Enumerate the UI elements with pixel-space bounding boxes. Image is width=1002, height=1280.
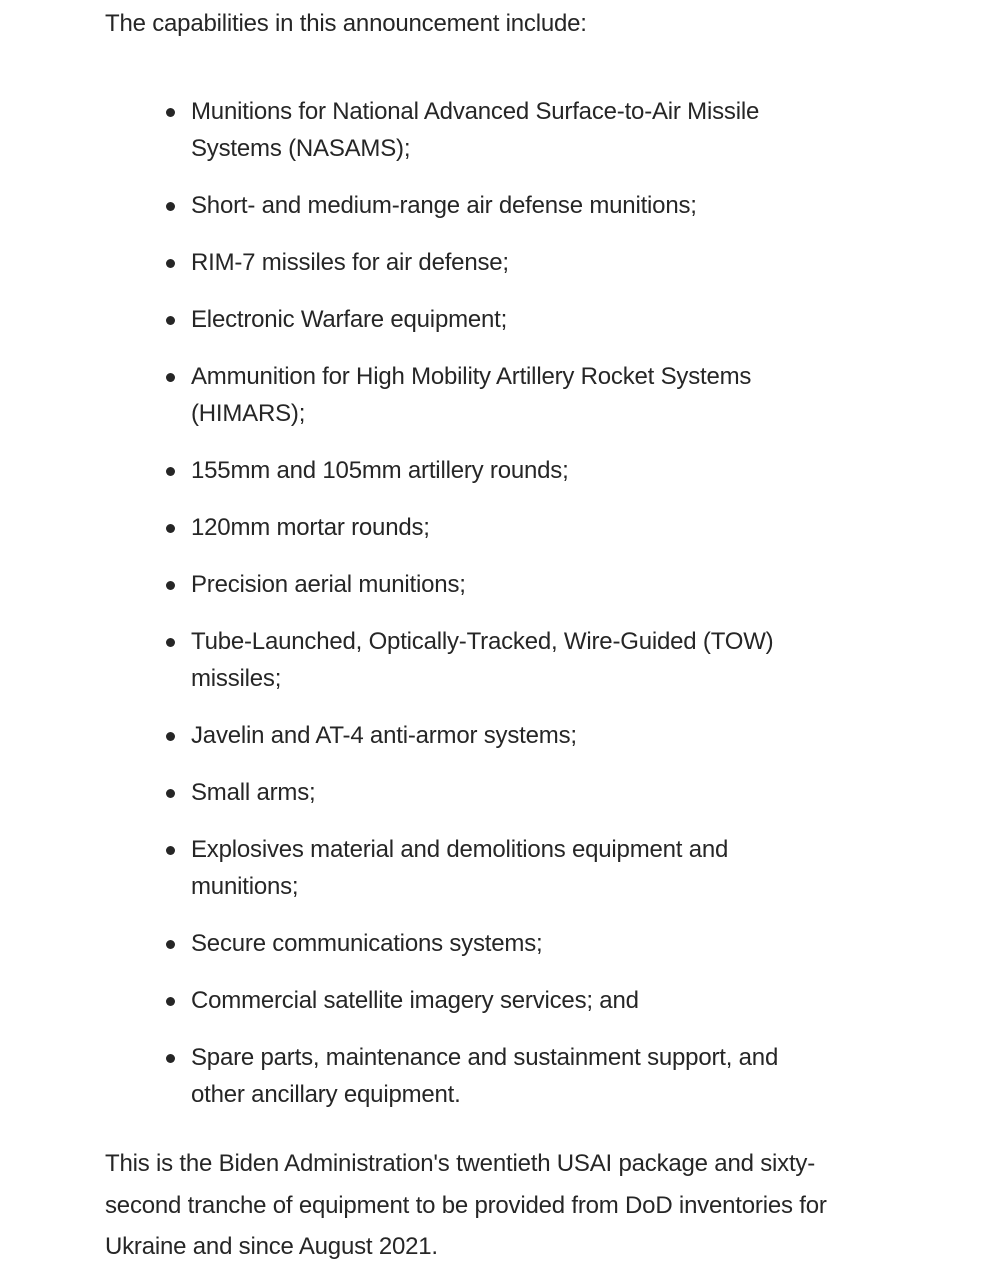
bullet-icon [166,373,175,382]
bullet-icon [166,467,175,476]
list-item [105,717,791,754]
bullet-icon [166,202,175,211]
list-item [105,93,791,167]
list-item-text: Commercial satellite imagery services; and [191,987,639,1014]
bullet-icon [166,108,175,117]
list-item-text: 120mm mortar rounds; [191,514,430,541]
closing-paragraph: This is the Biden Administration's twentieth USAI package and sixty-second tranche of equipment to be provided from DoD inventories for Ukraine and since August 2021. [105,1150,827,1260]
bullet-icon [166,581,175,590]
bullet-icon [166,732,175,741]
list-item-text: Munitions for National Advanced Surface-to-Air Missile Systems (NASAMS); [191,98,760,162]
list-item [105,244,791,281]
bullet-icon [166,1054,175,1063]
list-item [105,925,791,962]
bullet-icon [166,997,175,1006]
list-item [105,1039,791,1113]
list-item-text: Spare parts, maintenance and sustainment support, and other ancillary equipment. [191,1044,779,1108]
capabilities-list [105,93,865,1133]
list-item-text: Tube-Launched, Optically-Tracked, Wire-Guided (TOW) missiles; [191,628,774,692]
list-item-text: Explosives material and demolitions equipment and munitions; [191,836,729,900]
list-item [105,982,791,1019]
list-item-text: Short- and medium-range air defense munitions; [191,192,697,219]
list-item [105,774,791,811]
list-item-text: Small arms; [191,779,316,806]
list-item [105,831,791,905]
list-item-text: Ammunition for High Mobility Artillery Rocket Systems (HIMARS); [191,363,752,427]
list-item [105,187,791,224]
intro-paragraph: The capabilities in this announcement include: [105,10,587,37]
bullet-icon [166,846,175,855]
list-item-text: RIM-7 missiles for air defense; [191,249,509,276]
bullet-icon [166,259,175,268]
bullet-icon [166,524,175,533]
list-item [105,301,791,338]
bullet-icon [166,638,175,647]
list-item [105,452,791,489]
list-item-text: Precision aerial munitions; [191,571,466,598]
list-item-text: 155mm and 105mm artillery rounds; [191,457,569,484]
bullet-icon [166,789,175,798]
list-item [105,509,791,546]
bullet-icon [166,316,175,325]
list-item-text: Javelin and AT-4 anti-armor systems; [191,722,577,749]
list-item-text: Electronic Warfare equipment; [191,306,508,333]
list-item [105,358,791,432]
list-item [105,623,791,697]
bullet-icon [166,940,175,949]
list-item-text: Secure communications systems; [191,930,543,957]
list-item [105,566,791,603]
